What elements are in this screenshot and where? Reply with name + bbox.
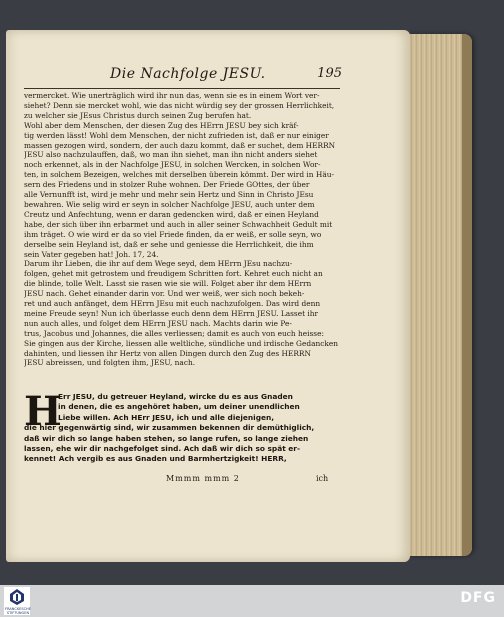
body-line: massen gezogen wird, sondern, der auch dazu kommt, daß er suchet, dem HERRN <box>24 140 336 150</box>
prayer-line: die hier gegenwärtig sind, wir zusammen bekennen dir demüthiglich, <box>24 423 315 433</box>
library-line-2: STIFTUNGEN <box>6 611 30 615</box>
body-line: ihm träget. O wie wird er da so viel Friede finden, da er weiß, er solle seyn, wo <box>24 229 322 239</box>
prayer-line: lassen, ehe wir dir nachgefolget sind. Ach daß wir dich so spät er- <box>24 444 301 454</box>
body-line: dahinten, und liessen ihr Hertz von allen Dingen durch den Zug des HERRN <box>24 348 311 358</box>
body-line: meine Freude seyn! Nun ich überlasse euch denn dem HErrn JESU. Lasset ihr <box>24 308 319 318</box>
body-line: JESU abreissen, und folgten ihm, JESU, nach. <box>24 358 196 368</box>
prayer-line: kennet! Ach vergib es aus Gnaden und Barmhertzigkeit! HERR, <box>24 454 287 464</box>
body-line: sein Vater gegeben hat! Joh. 17, 24. <box>24 249 159 259</box>
running-title: Die Nachfolge JESU. <box>110 66 266 82</box>
library-logo-text <box>2 607 34 615</box>
page-number: 195 <box>317 66 342 81</box>
body-line: alle Vernunfft ist, wird je mehr und mehr sein Hertz und Sinn in Christo JEsu <box>24 190 314 200</box>
prayer-line: in denen, die es angehöret haben, um deiner unendlichen <box>58 402 300 412</box>
body-text <box>24 91 340 368</box>
body-line: Darum ihr Lieben, die ihr auf dem Wege seyd, dem HErrn JEsu nachzu- <box>24 259 293 269</box>
body-line: Sie gingen aus der Kirche, liessen alle weltliche, sündliche und irdische Gedancken <box>24 338 338 348</box>
body-line: JESU also nachzulauffen, daß, wo man ihn siehet, man ihn nicht anders siehet <box>24 150 318 160</box>
body-line: ten, in solchem Bezeigen, welches mit derselben überein kömmt. Der wird in Häu- <box>24 170 334 180</box>
prayer-line: daß wir dich so lange haben stehen, so lange rufen, so lange ziehen <box>24 433 309 443</box>
body-line: nun auch alles, und folget dem HErrn JESU nach. Machts darin wie Pe- <box>24 318 292 328</box>
body-line: JESU nach. Gehet einander darin vor. Und wer weiß, wer sich noch bekeh- <box>24 289 305 299</box>
body-line: derselbe sein Heyland ist, daß er sehe und geniesse die Herrlichkeit, die ihm <box>24 239 314 249</box>
prayer-line: Liebe willen. Ach HErr JESU, ich und alle diejenigen, <box>58 412 275 422</box>
header-rule <box>24 88 340 89</box>
catchword: ich <box>316 474 329 483</box>
dfg-logo[interactable]: DFG <box>460 590 496 606</box>
viewer-footer-bar <box>0 585 504 617</box>
body-line: Wohl aber dem Menschen, der diesen Zug des HErrn JESU bey sich kräf- <box>24 120 299 130</box>
library-line-1: FRANCKESCHE <box>5 607 31 611</box>
body-line: ret und auch anfänget, dem HErrn JEsu mit euch nachzufolgen. Das wird denn <box>24 299 321 309</box>
drop-cap: H <box>24 388 62 435</box>
signature-mark: Mmmm mmm 2 <box>166 474 240 483</box>
book-fore-edge <box>408 34 472 556</box>
page-header <box>110 66 342 86</box>
body-line: Creutz und Anfechtung, wenn er daran gedencken wird, daß er einen Heyland <box>24 209 319 219</box>
prayer-text <box>24 388 340 465</box>
body-line: noch erkennet, als in der Nachfolge JESU, in solchen Wercken, in solchen Wor- <box>24 160 321 170</box>
body-line: trus, Jacobus und Johannes, die alles verliessen; damit es auch von euch heisse: <box>24 328 324 338</box>
body-line: zu welcher sie JEsus Christus durch seinen Zug berufen hat. <box>24 110 252 120</box>
prayer-line: Err JESU, du getreuer Heyland, wircke du es aus Gnaden <box>58 392 293 401</box>
body-line: tig werden lässt! Wohl dem Menschen, der nicht zufrieden ist, daß er nur einiger <box>24 130 329 140</box>
body-line: die blinde, tolle Welt. Lasst sie rasen wie sie will. Folget aber ihr dem HErrn <box>24 279 312 289</box>
body-line: siehet? Denn sie mercket wohl, wie das nicht würdig sey der grossen Herrlichkeit, <box>24 100 335 110</box>
body-line: bewahren. Wie selig wird er seyn in solcher Nachfolge JESU, auch unter dem <box>24 199 315 209</box>
body-line: folgen, gehet mit getrostem und freudigem Schritten fort. Kehret euch nicht an <box>24 269 323 279</box>
body-line: vermercket. Wie unerträglich wird ihr nun das, wenn sie es in einem Wort ver- <box>24 91 320 100</box>
body-line: habe, der sich über ihn erbarmet und auch in aller seiner Schwachheit Gedult mit <box>24 219 333 229</box>
body-line: sern des Friedens und in stolzer Ruhe wohnen. Der Friede GOttes, der über <box>24 180 310 190</box>
